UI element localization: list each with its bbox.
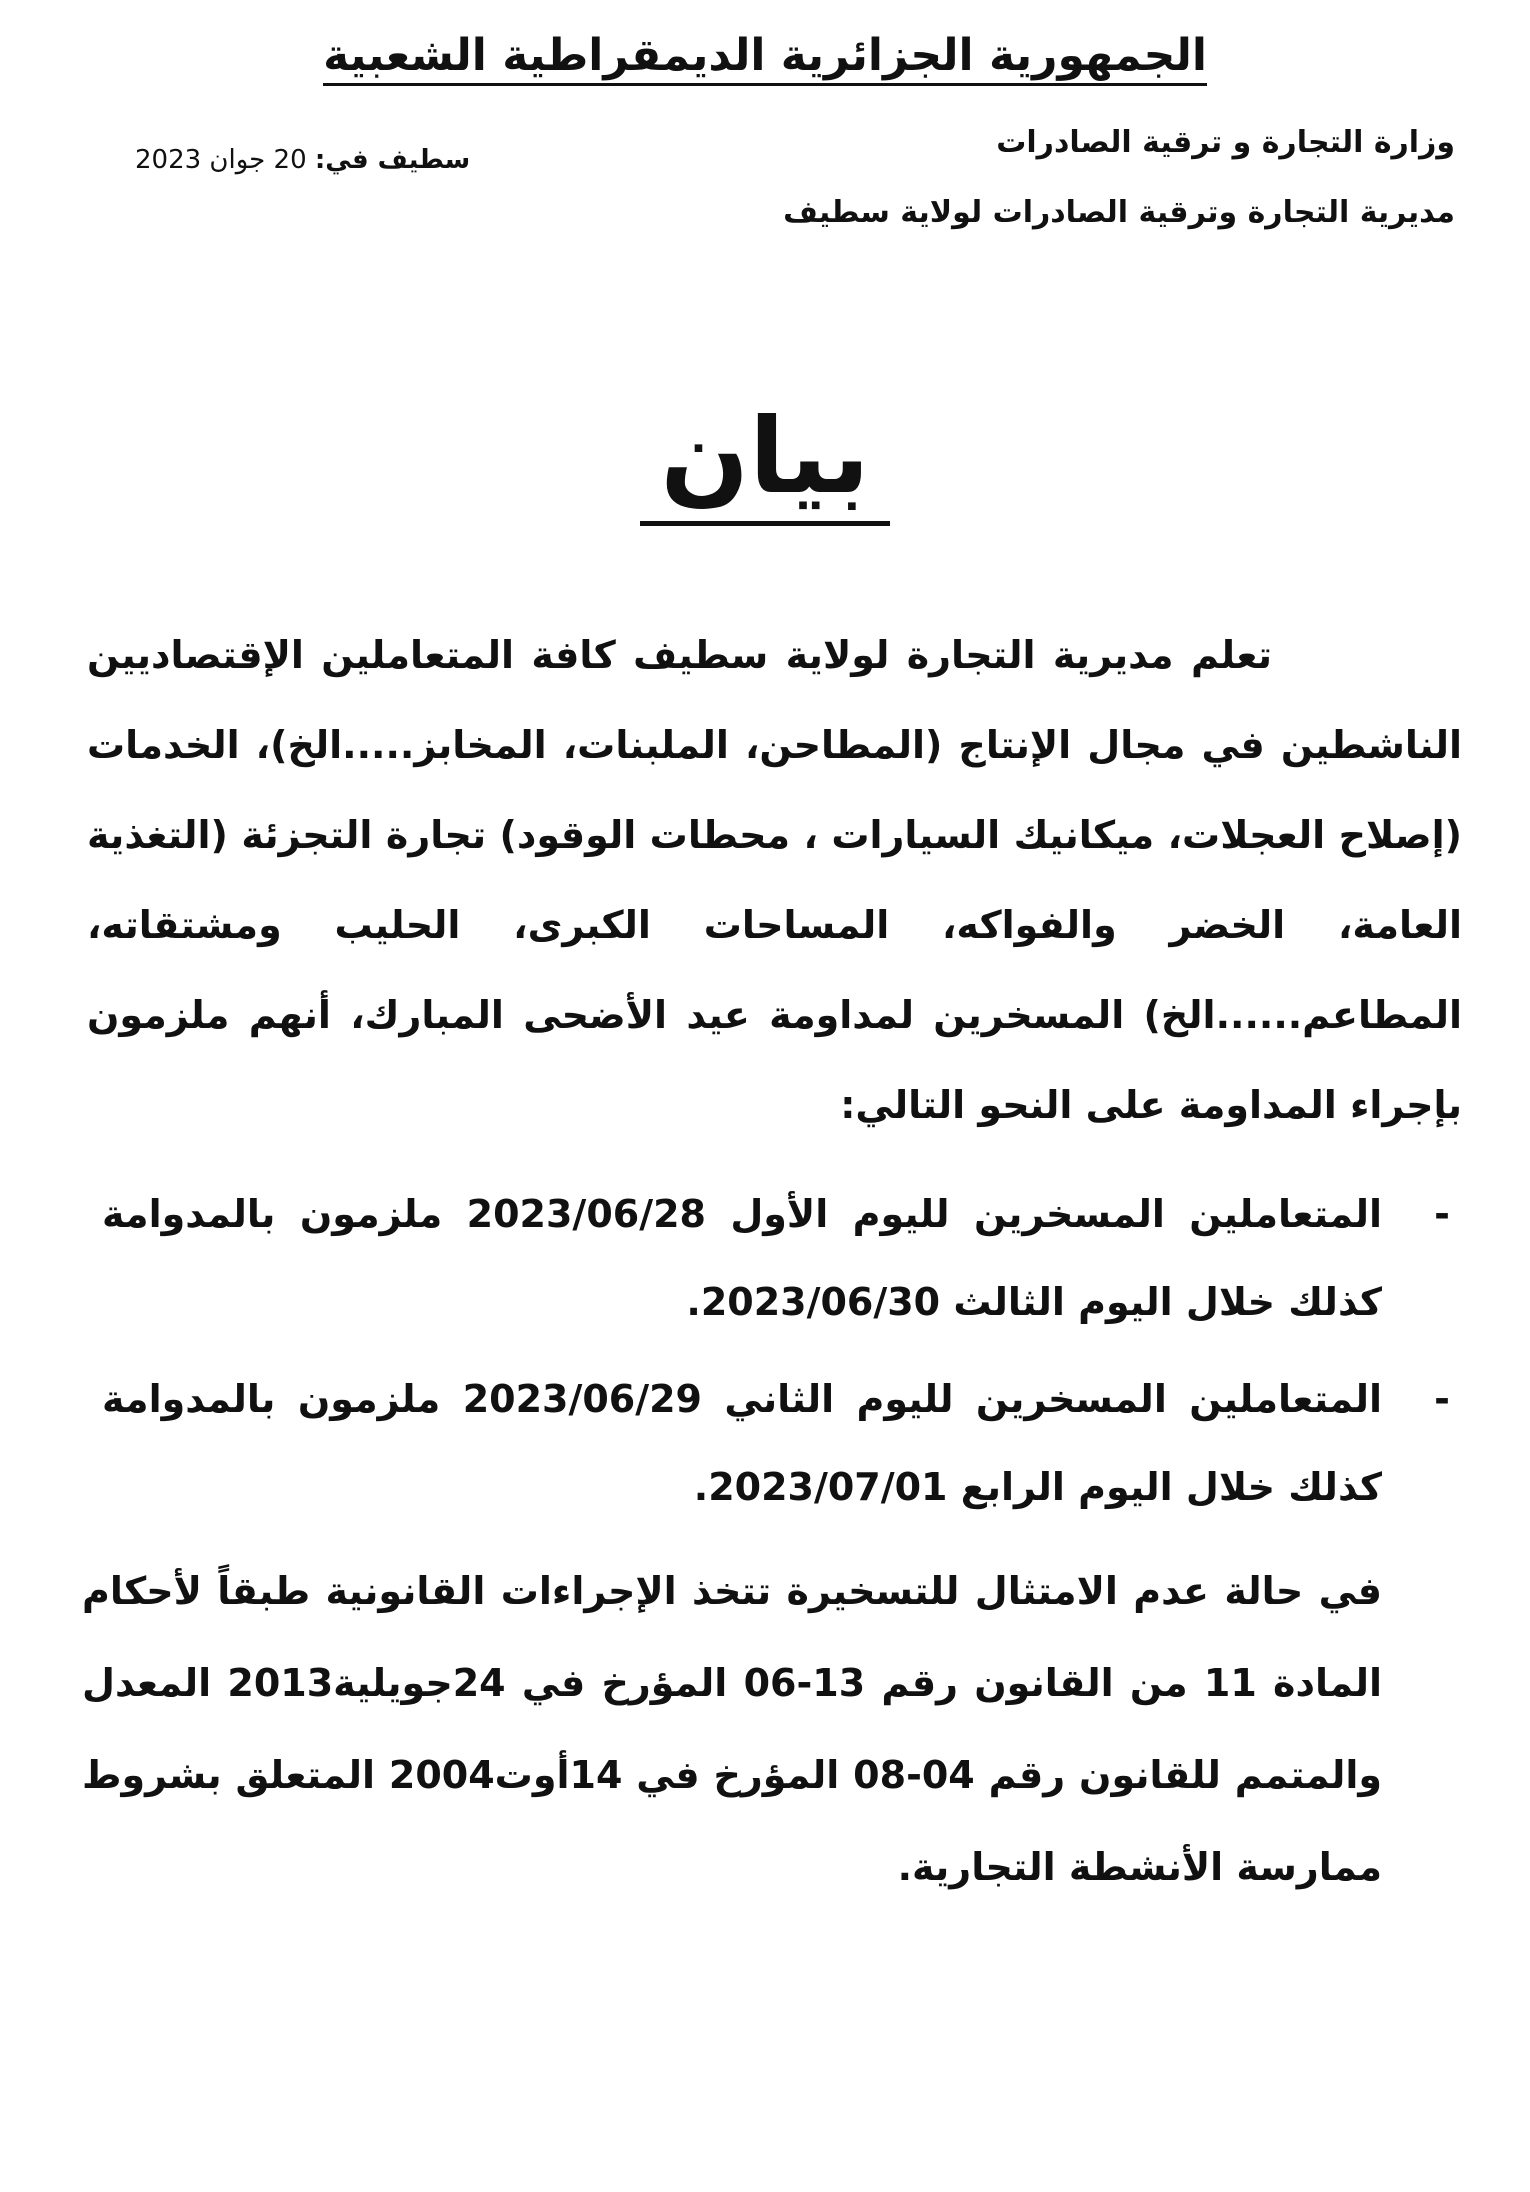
intro-paragraph: تعلم مديرية التجارة لولاية سطيف كافة المتعاملين الإقتصاديين الناشطين في مجال الإنتاج (المطاحن، الملبنات، المخابز.....الخ)، الخدمات (إصلاح العجلات، ميكانيك السيارات ، محطات الوقود) تجارة التجزئة (التغذية العامة، الخضر والفواكه، المساحات الكبرى، الحليب ومشتقاته، المطاعم......الخ) المسخرين لمداومة عيد الأضحى المبارك، أنهم ملزمون بإجراء المداومة على النحو التالي: <box>87 633 1462 1127</box>
list-item-text: المتعاملين المسخرين لليوم الأول 2023/06/28 ملزمون بالمدوامة كذلك خلال اليوم الثالث 2023/06/30. <box>102 1192 1382 1324</box>
republic-heading <box>0 30 1530 81</box>
bullet-dash: - <box>1434 1377 1450 1421</box>
list-item <box>102 1170 1462 1346</box>
issue-date: 20 جوان 2023 <box>135 145 307 175</box>
republic-heading-text: الجمهورية الجزائرية الديمقراطية الشعبية <box>323 30 1207 86</box>
ministry-name: وزارة التجارة و ترقية الصادرات <box>996 125 1455 160</box>
statement-title-text: بيان <box>640 395 889 526</box>
list-item-text: المتعاملين المسخرين لليوم الثاني 2023/06/29 ملزمون بالمدوامة كذلك خلال اليوم الرابع 2023/07/01. <box>102 1377 1382 1509</box>
list-item <box>102 1355 1462 1531</box>
place-label: سطيف في: <box>314 145 471 175</box>
directorate-name: مديرية التجارة وترقية الصادرات لولاية سطيف <box>783 195 1455 230</box>
place-date <box>135 145 470 175</box>
statement-title <box>0 395 1530 517</box>
bullet-dash: - <box>1434 1192 1450 1236</box>
closing-paragraph: في حالة عدم الامتثال للتسخيرة تتخذ الإجراءات القانونية طبقاً لأحكام المادة 11 من القانون رقم 13-06 المؤرخ في 24جويلية2013 المعدل والمتمم للقانون رقم 04-08 المؤرخ في 14أوت2004 المتعلق بشروط ممارسة الأنشطة التجارية. <box>82 1569 1383 1889</box>
